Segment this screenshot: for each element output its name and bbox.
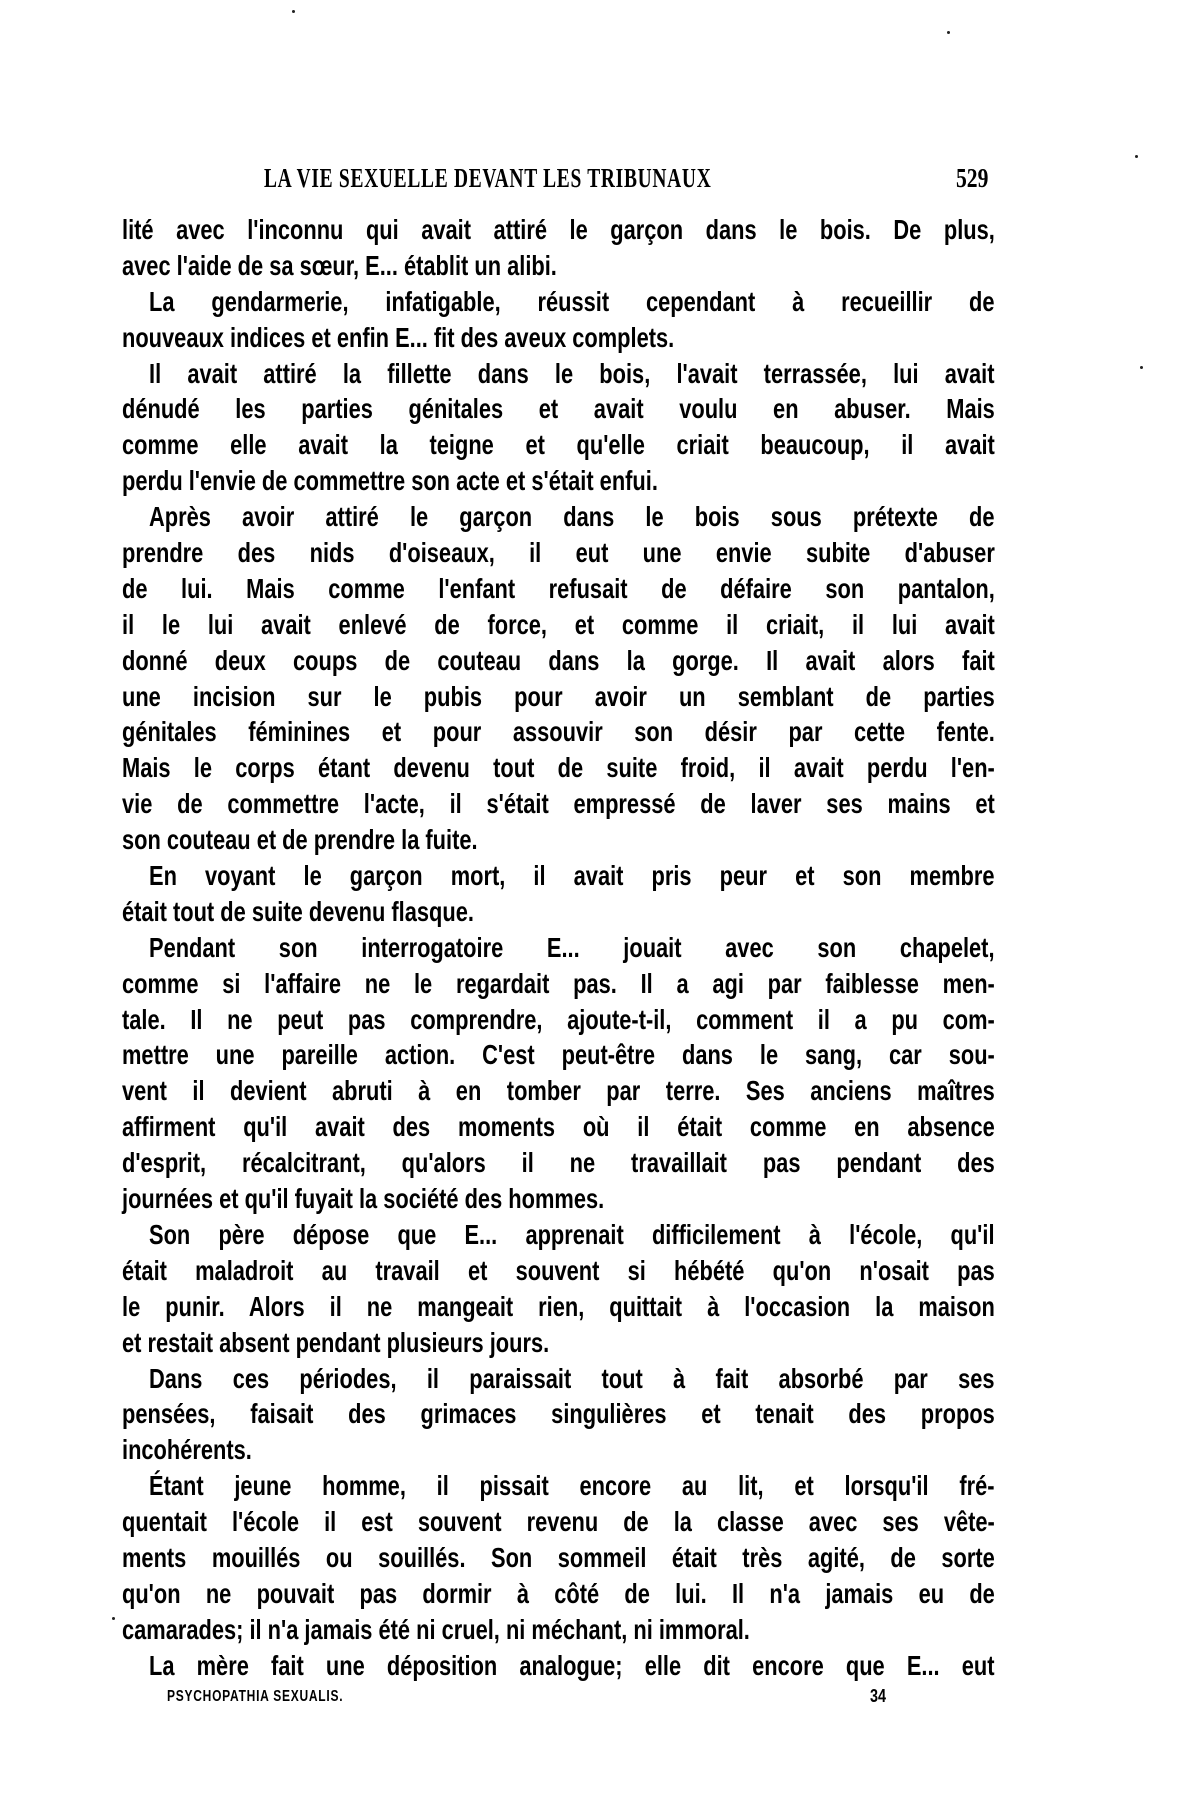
text-line-content: vent il devient abruti à en tomber par terre. Ses anciens maîtres: [122, 1075, 995, 1107]
text-line: [122, 1432, 995, 1468]
text-line-content: vie de commettre l'acte, il s'était empressé de laver ses mains et: [122, 788, 995, 820]
text-line: [122, 571, 995, 607]
text-line: [122, 427, 995, 463]
text-line: [122, 1037, 995, 1073]
text-line: [122, 930, 995, 966]
text-line-content: affirment qu'il avait des moments où il était comme en absence: [122, 1111, 995, 1143]
text-line: [122, 1145, 995, 1181]
scan-speck: [112, 1617, 115, 1620]
text-line-content: Après avoir attiré le garçon dans le bois sous prétexte de: [149, 501, 995, 533]
text-line: [122, 714, 995, 750]
scan-speck: [1140, 366, 1143, 369]
text-line: [122, 1612, 995, 1648]
text-line-content: pensées, faisait des grimaces singulières et tenait des propos: [122, 1398, 995, 1430]
text-line-content: et restait absent pendant plusieurs jours.: [122, 1326, 550, 1358]
text-line-content: comme elle avait la teigne et qu'elle criait beaucoup, il avait: [122, 429, 995, 461]
text-line-content: mettre une pareille action. C'est peut-être dans le sang, car sou-: [122, 1039, 995, 1071]
text-line-content: de lui. Mais comme l'enfant refusait de défaire son pantalon,: [122, 572, 995, 604]
text-line: [122, 966, 995, 1002]
text-line: [122, 1361, 995, 1397]
text-line-content: La mère fait une déposition analogue; elle dit encore que E... eut: [149, 1649, 995, 1681]
text-line: [122, 248, 995, 284]
text-line-content: Étant jeune homme, il pissait encore au lit, et lorsqu'il fré-: [149, 1470, 995, 1502]
text-line: [122, 822, 995, 858]
text-line-content: était tout de suite devenu flasque.: [122, 895, 474, 927]
text-line: [122, 1325, 995, 1361]
text-line-content: incohérents.: [122, 1434, 252, 1466]
text-line: [122, 284, 995, 320]
text-line: [122, 1648, 995, 1684]
text-line-content: La gendarmerie, infatigable, réussit cependant à recueillir de: [149, 285, 995, 317]
text-line-content: Il avait attiré la fillette dans le bois, l'avait terrassée, lui avait: [149, 357, 995, 389]
text-line: [122, 786, 995, 822]
text-line-content: avec l'aide de sa sœur, E... établit un alibi.: [122, 249, 557, 281]
text-line-content: journées et qu'il fuyait la société des hommes.: [122, 1183, 605, 1215]
text-line: [122, 750, 995, 786]
text-line-content: une incision sur le pubis pour avoir un semblant de parties: [122, 680, 995, 712]
text-line-content: Mais le corps étant devenu tout de suite froid, il avait perdu l'en-: [122, 752, 995, 784]
text-line: [122, 1289, 995, 1325]
text-line-content: En voyant le garçon mort, il avait pris peur et son membre: [149, 860, 995, 892]
text-line-content: il le lui avait enlevé de force, et comme il criait, il lui avait: [122, 608, 995, 640]
text-line-content: son couteau et de prendre la fuite.: [122, 824, 478, 856]
scan-speck: [1135, 155, 1138, 158]
text-line: [122, 1396, 995, 1432]
text-line-content: quentait l'école il est souvent revenu de la classe avec ses vête-: [122, 1506, 995, 1538]
text-line-content: le punir. Alors il ne mangeait rien, quittait à l'occasion la maison: [122, 1290, 995, 1322]
text-line: [122, 1073, 995, 1109]
text-line-content: camarades; il n'a jamais été ni cruel, ni méchant, ni immoral.: [122, 1613, 750, 1645]
body-text: [122, 212, 995, 1684]
text-line: [122, 607, 995, 643]
text-line: [122, 535, 995, 571]
text-line: [122, 1576, 995, 1612]
text-line-content: tale. Il ne peut pas comprendre, ajoute-t-il, comment il a pu com-: [122, 1003, 995, 1035]
text-line: [122, 894, 995, 930]
text-line: [122, 391, 995, 427]
text-line-content: qu'on ne pouvait pas dormir à côté de lui. Il n'a jamais eu de: [122, 1577, 995, 1609]
text-line-content: ments mouillés ou souillés. Son sommeil était très agité, de sorte: [122, 1541, 995, 1573]
text-line-content: comme si l'affaire ne le regardait pas. Il a agi par faiblesse men-: [122, 967, 995, 999]
text-line-content: nouveaux indices et enfin E... fit des aveux complets.: [122, 321, 675, 353]
text-line: [122, 320, 995, 356]
text-line-content: d'esprit, récalcitrant, qu'alors il ne travaillait pas pendant des: [122, 1147, 995, 1179]
text-line-content: Dans ces périodes, il paraissait tout à fait absorbé par ses: [149, 1362, 995, 1394]
text-line: [122, 643, 995, 679]
text-line-content: génitales féminines et pour assouvir son désir par cette fente.: [122, 716, 995, 748]
scan-speck: [947, 31, 950, 34]
text-line: [122, 356, 995, 392]
text-line: [122, 212, 995, 248]
text-line: [122, 1540, 995, 1576]
text-line: [122, 1181, 995, 1217]
scan-speck: [292, 10, 295, 13]
text-line: [122, 1109, 995, 1145]
text-line: [122, 499, 995, 535]
text-line: [122, 858, 995, 894]
text-line-content: perdu l'envie de commettre son acte et s'était enfui.: [122, 465, 658, 497]
text-line: [122, 1504, 995, 1540]
text-line: [122, 1002, 995, 1038]
text-line-content: Pendant son interrogatoire E... jouait avec son chapelet,: [149, 931, 995, 963]
text-line-content: était maladroit au travail et souvent si hébété qu'on n'osait pas: [122, 1254, 995, 1286]
text-line: [122, 1468, 995, 1504]
running-title-text: LA VIE SEXUELLE DEVANT LES TRIBUNAUX: [264, 163, 712, 193]
running-title: [264, 162, 853, 194]
footer-signature: PSYCHOPATHIA SEXUALIS.: [167, 1688, 344, 1705]
page-number: 529: [956, 163, 989, 193]
text-line: [122, 463, 995, 499]
text-line-content: dénudé les parties génitales et avait voulu en abuser. Mais: [122, 393, 995, 425]
text-line-content: prendre des nids d'oiseaux, il eut une envie subite d'abuser: [122, 537, 995, 569]
footer-sheet-number: 34: [870, 1686, 887, 1706]
text-line-content: lité avec l'inconnu qui avait attiré le garçon dans le bois. De plus,: [122, 214, 995, 245]
text-line-content: donné deux coups de couteau dans la gorge. Il avait alors fait: [122, 644, 995, 676]
text-line: [122, 679, 995, 715]
text-line: [122, 1217, 995, 1253]
text-line: [122, 1253, 995, 1289]
text-line-content: Son père dépose que E... apprenait difficilement à l'école, qu'il: [149, 1218, 995, 1250]
